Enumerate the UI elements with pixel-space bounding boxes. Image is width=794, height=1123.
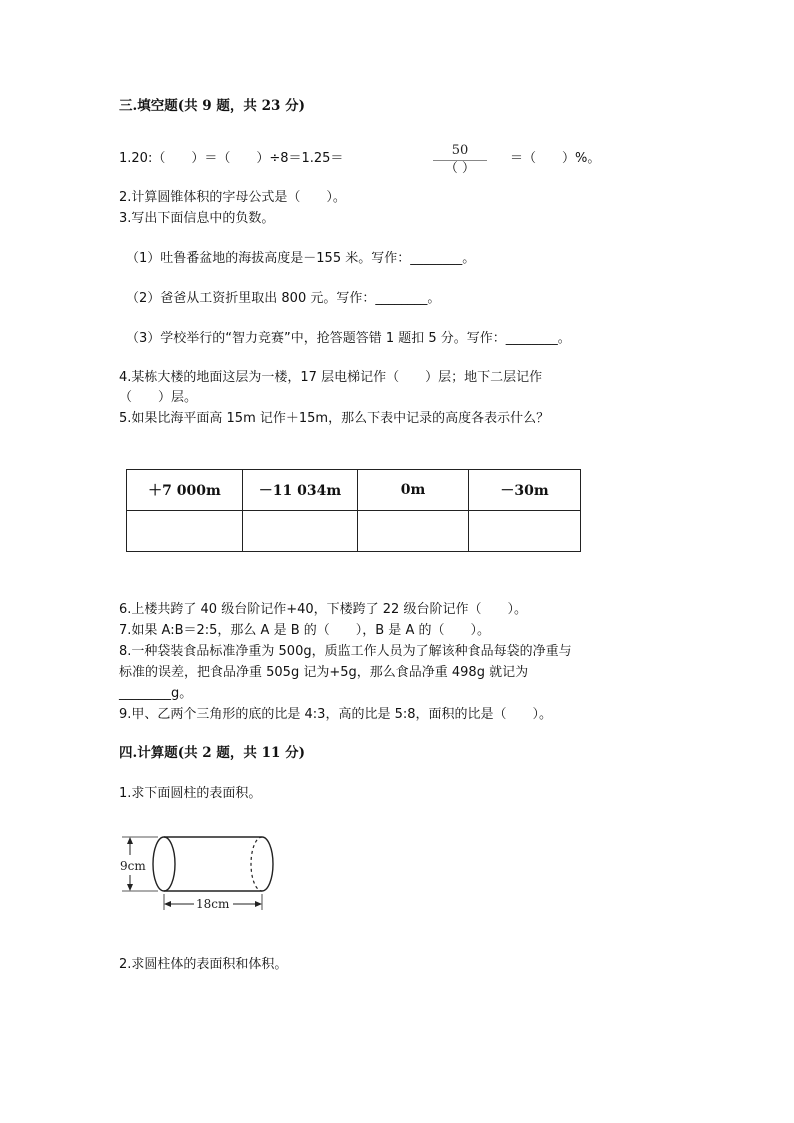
table-answer-cell[interactable] bbox=[469, 511, 581, 552]
table-answer-cell[interactable] bbox=[127, 511, 243, 552]
section-heading-calculation: 四.计算题(共 2 题，共 11 分) bbox=[119, 745, 305, 761]
table-answer-cell[interactable] bbox=[358, 511, 469, 552]
table-answer-cell[interactable] bbox=[243, 511, 358, 552]
section-heading-fill-blank: 三.填空题(共 9 题，共 23 分) bbox=[119, 98, 305, 114]
cylinder-right-base-hidden bbox=[251, 837, 262, 891]
question-3-sub-1: （1）吐鲁番盆地的海拔高度是－155 米。写作：________。 bbox=[126, 251, 476, 266]
table-row-answers bbox=[127, 511, 581, 552]
question-3-intro: 3.写出下面信息中的负数。 bbox=[119, 211, 275, 226]
length-arrowhead-right bbox=[255, 901, 262, 907]
length-label: 18cm bbox=[196, 897, 230, 911]
question-4-line-1: 4.某栋大楼的地面这层为一楼，17 层电梯记作（ ）层；地下二层记作 bbox=[119, 370, 543, 385]
height-arrowhead-top bbox=[127, 837, 133, 844]
question-7: 7.如果 A:B＝2:5，那么 A 是 B 的（ ），B 是 A 的（ ）。 bbox=[119, 623, 490, 638]
height-label: 9cm bbox=[120, 859, 146, 873]
question-8-line-3: ________g。 bbox=[119, 686, 193, 701]
calc-question-2: 2.求圆柱体的表面积和体积。 bbox=[119, 957, 288, 972]
table-header-cell: －30m bbox=[469, 470, 581, 511]
cylinder-diagram bbox=[118, 828, 283, 918]
height-record-table bbox=[126, 469, 581, 552]
question-8-line-1: 8.一种袋装食品标准净重为 500g，质监工作人员为了解该种食品每袋的净重与 bbox=[119, 644, 572, 659]
question-9: 9.甲、乙两个三角形的底的比是 4:3，高的比是 5:8，面积的比是（ ）。 bbox=[119, 707, 553, 722]
question-5: 5.如果比海平面高 15m 记作＋15m，那么下表中记录的高度各表示什么？ bbox=[119, 411, 550, 426]
table-row-headers bbox=[127, 470, 581, 511]
height-arrowhead-bottom bbox=[127, 884, 133, 891]
cylinder-figure bbox=[118, 828, 283, 922]
question-8-line-2: 标准的误差，把食品净重 505g 记为+5g，那么食品净重 498g 就记为 bbox=[119, 665, 529, 680]
question-3-sub-3: （3）学校举行的“智力竞赛”中，抢答题答错 1 题扣 5 分。写作：________。 bbox=[126, 331, 571, 346]
cylinder-left-base bbox=[153, 837, 175, 891]
calc-question-1: 1.求下面圆柱的表面积。 bbox=[119, 786, 262, 801]
table-header-cell: －11 034m bbox=[243, 470, 358, 511]
question-3-sub-2: （2）爸爸从工资折里取出 800 元。写作：________。 bbox=[126, 291, 441, 306]
fraction-denominator: （ ） bbox=[444, 161, 476, 176]
question-1-right: ＝（ ）%。 bbox=[510, 151, 601, 166]
fraction-numerator: 50 bbox=[451, 143, 469, 158]
table-header-cell: ＋7 000m bbox=[127, 470, 243, 511]
table-header-cell: 0m bbox=[358, 470, 469, 511]
question-1-left: 1.20:（ ）＝（ ）÷8＝1.25＝ bbox=[119, 151, 344, 166]
question-2: 2.计算圆锥体积的字母公式是（ ）。 bbox=[119, 190, 346, 205]
question-4-line-2: （ ）层。 bbox=[119, 390, 198, 405]
question-1-fraction bbox=[433, 144, 487, 176]
question-6: 6.上楼共跨了 40 级台阶记作+40，下楼跨了 22 级台阶记作（ ）。 bbox=[119, 602, 527, 617]
cylinder-right-base-front bbox=[262, 837, 273, 891]
length-arrowhead-left bbox=[164, 901, 171, 907]
